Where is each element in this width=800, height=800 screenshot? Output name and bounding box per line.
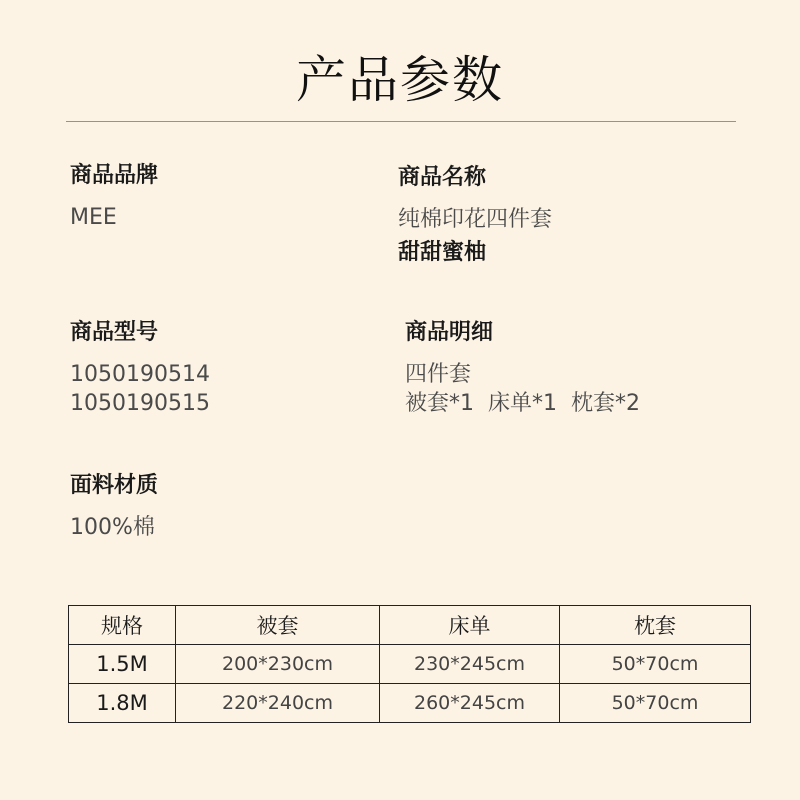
brand-field	[70, 163, 158, 232]
row-bed-sheet: 260*245cm	[380, 684, 560, 723]
row-bed-sheet: 230*245cm	[380, 645, 560, 684]
header-spec: 规格	[69, 606, 176, 645]
fabric-label: 面料材质	[70, 473, 159, 498]
detail-line2: 被套*1 床单*1 枕套*2	[405, 391, 640, 416]
model-line1: 1050190514	[70, 362, 210, 387]
row-pillowcase: 50*70cm	[560, 684, 751, 723]
row-size: 1.8M	[69, 684, 176, 723]
fabric-field	[70, 473, 158, 542]
product-name-line1: 纯棉印花四件套	[398, 207, 553, 232]
product-name-field	[398, 165, 552, 267]
page-title: 产品参数	[296, 51, 504, 109]
product-name-line2: 甜甜蜜柚	[398, 240, 487, 265]
row-duvet-cover: 220*240cm	[176, 684, 380, 723]
model-label: 商品型号	[70, 320, 159, 345]
title-divider	[66, 121, 736, 122]
detail-field	[405, 320, 640, 418]
header-duvet-cover: 被套	[176, 606, 380, 645]
row-pillowcase: 50*70cm	[560, 645, 751, 684]
size-spec-table	[68, 605, 751, 723]
row-size: 1.5M	[69, 645, 176, 684]
table-header-row	[69, 606, 751, 645]
header-bed-sheet: 床单	[380, 606, 560, 645]
brand-value: MEE	[70, 205, 117, 230]
model-field	[70, 320, 210, 418]
product-name-label: 商品名称	[398, 165, 487, 190]
detail-label: 商品明细	[405, 320, 494, 345]
model-line2: 1050190515	[70, 391, 210, 416]
row-duvet-cover: 200*230cm	[176, 645, 380, 684]
detail-line1: 四件套	[405, 362, 472, 387]
table-row	[69, 684, 751, 723]
fabric-value: 100%棉	[70, 515, 155, 540]
header-pillowcase: 枕套	[560, 606, 751, 645]
brand-label: 商品品牌	[70, 163, 159, 188]
table-row	[69, 645, 751, 684]
